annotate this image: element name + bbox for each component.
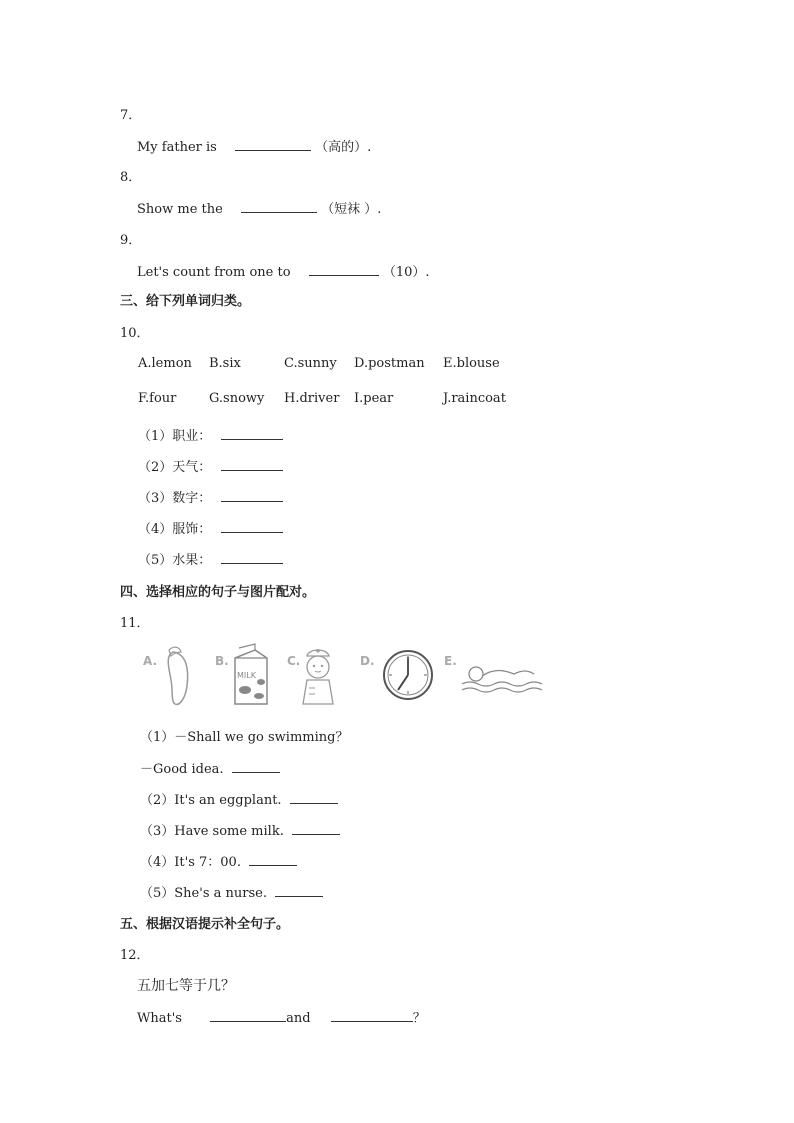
option-e: E.blouse — [443, 356, 500, 371]
answer-blank-8[interactable] — [241, 200, 317, 213]
match-item-text: （5）She's a nurse. — [140, 886, 267, 901]
option-g: G.snowy — [209, 391, 265, 406]
match-item-text: （1）－Shall we go swimming？ — [140, 730, 349, 745]
match-item-text: （4）It's 7：00. — [140, 855, 241, 870]
option-i: I.pear — [354, 391, 394, 406]
match-item-2 — [140, 789, 338, 808]
option-f: F.four — [138, 391, 177, 406]
category-row — [138, 425, 283, 444]
question-8-text: Show me the — [137, 202, 223, 217]
match-item-3 — [140, 820, 340, 839]
match-answer-blank-3[interactable] — [292, 822, 340, 835]
match-item-4 — [140, 851, 297, 870]
picture-c — [287, 640, 347, 710]
match-item-text: －Good idea. — [140, 762, 224, 777]
milk-carton-icon — [215, 640, 275, 710]
eggplant-icon — [143, 640, 203, 710]
question-9-text: Let's count from one to — [137, 265, 291, 280]
question-7-line — [137, 136, 371, 155]
category-row — [138, 487, 283, 506]
category-label: （5）水果： — [138, 553, 212, 568]
question-12-part2: and — [286, 1011, 311, 1026]
section-heading-4: 四、选择相应的句子与图片配对。 — [120, 585, 316, 600]
category-label: （1）职业： — [138, 429, 212, 444]
question-7-hint: （高的）. — [315, 140, 372, 155]
category-label: （2）天气： — [138, 460, 212, 475]
answer-blank-12b[interactable] — [331, 1009, 413, 1022]
question-9-line — [137, 261, 430, 280]
question-number-9: 9． — [120, 233, 142, 248]
question-number-8: 8． — [120, 170, 142, 185]
match-item-text: （2）It's an eggplant. — [140, 793, 282, 808]
question-12-chinese: 五加七等于几？ — [137, 978, 235, 994]
picture-e — [444, 640, 544, 710]
answer-blank-9[interactable] — [309, 263, 379, 276]
milk-label: MILK — [237, 671, 256, 680]
match-answer-blank-2[interactable] — [290, 791, 338, 804]
swimmer-icon — [444, 640, 544, 710]
option-c: C.sunny — [284, 356, 337, 371]
option-a: A.lemon — [138, 356, 192, 371]
category-row — [138, 518, 283, 537]
question-number-7: 7． — [120, 108, 142, 123]
answer-blank-7[interactable] — [235, 138, 311, 151]
option-d: D.postman — [354, 356, 425, 371]
picture-b — [215, 640, 275, 710]
picture-label-e: E. — [444, 654, 457, 668]
category-answer-blank[interactable] — [221, 427, 283, 440]
nurse-icon — [287, 640, 347, 710]
match-answer-blank-4[interactable] — [249, 853, 297, 866]
match-item-1 — [140, 726, 348, 745]
category-row — [138, 456, 283, 475]
category-answer-blank[interactable] — [221, 489, 283, 502]
category-label: （3）数字： — [138, 491, 212, 506]
category-answer-blank[interactable] — [221, 458, 283, 471]
category-label: （4）服饰： — [138, 522, 212, 537]
question-12-end: ？ — [412, 1011, 426, 1026]
question-12-line — [137, 1007, 426, 1026]
category-answer-blank[interactable] — [221, 520, 283, 533]
match-item-1-reply — [140, 758, 280, 777]
picture-label-a: A. — [143, 654, 158, 668]
option-h: H.driver — [284, 391, 340, 406]
question-9-hint: （10）. — [382, 265, 430, 280]
answer-blank-12a[interactable] — [210, 1009, 286, 1022]
picture-d — [360, 640, 440, 710]
option-j: J.raincoat — [443, 391, 506, 406]
picture-label-c: C. — [287, 654, 301, 668]
question-12-part1: What's — [137, 1011, 182, 1026]
question-number-11: 11． — [120, 616, 150, 631]
category-answer-blank[interactable] — [221, 551, 283, 564]
category-row — [138, 549, 283, 568]
section-heading-3: 三、给下列单词归类。 — [120, 294, 251, 309]
question-8-line — [137, 198, 381, 217]
picture-label-d: D. — [360, 654, 375, 668]
match-item-5 — [140, 882, 323, 901]
picture-a — [143, 640, 203, 710]
picture-label-b: B. — [215, 654, 229, 668]
option-b: B.six — [209, 356, 241, 371]
question-number-12: 12． — [120, 948, 150, 963]
question-7-text: My father is — [137, 140, 217, 155]
clock-icon — [360, 640, 440, 710]
section-heading-5: 五、根据汉语提示补全句子。 — [120, 917, 290, 932]
match-answer-blank-1[interactable] — [232, 760, 280, 773]
question-number-10: 10． — [120, 326, 150, 341]
match-answer-blank-5[interactable] — [275, 884, 323, 897]
question-8-hint: （短袜 ）. — [321, 202, 382, 217]
match-item-text: （3）Have some milk. — [140, 824, 284, 839]
